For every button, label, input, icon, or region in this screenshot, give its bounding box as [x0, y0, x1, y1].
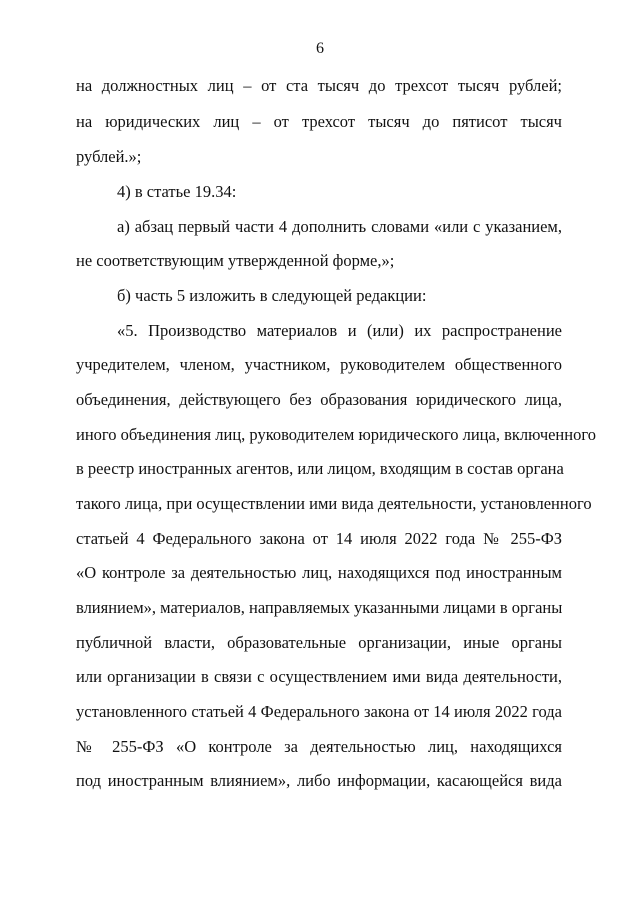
text-line: установленного статьей 4 Федерального закона от 14 июля 2022 года — [76, 702, 562, 721]
text-line: на юридических лиц – от трехсот тысяч до пятисот тысяч — [76, 112, 562, 131]
text-line: № 255-ФЗ «О контроле за деятельностью лиц, находящихся — [76, 737, 562, 756]
text-line: такого лица, при осуществлении ими вида деятельности, установленного — [76, 494, 592, 513]
text-line: на должностных лиц – от ста тысяч до трехсот тысяч рублей; — [76, 76, 562, 95]
text-line: объединения, действующего без образования юридического лица, — [76, 390, 562, 409]
text-line: публичной власти, образовательные организации, иные органы — [76, 633, 562, 652]
text-line: а) абзац первый части 4 дополнить словами «или с указанием, — [117, 217, 562, 236]
text-line: влиянием», материалов, направляемых указанными лицами в органы — [76, 598, 563, 617]
text-line: учредителем, членом, участником, руководителем общественного — [76, 355, 562, 374]
text-line: под иностранным влиянием», либо информации, касающейся вида — [76, 771, 562, 790]
text-line: рублей.»; — [76, 147, 142, 166]
text-line: «5. Производство материалов и (или) их распространение — [117, 321, 562, 340]
text-line: иного объединения лиц, руководителем юридического лица, включенного — [76, 425, 596, 444]
text-line: «О контроле за деятельностью лиц, находящихся под иностранным — [76, 563, 562, 582]
text-line: или организации в связи с осуществлением ими вида деятельности, — [76, 667, 562, 686]
page-number: 6 — [316, 40, 324, 57]
text-line: статьей 4 Федерального закона от 14 июля 2022 года № 255-ФЗ — [76, 529, 562, 548]
text-line: не соответствующим утвержденной форме,»; — [76, 251, 395, 270]
text-line: 4) в статье 19.34: — [117, 182, 237, 201]
text-line: в реестр иностранных агентов, или лицом, входящим в состав органа — [76, 459, 564, 478]
text-line: б) часть 5 изложить в следующей редакции: — [117, 286, 427, 305]
